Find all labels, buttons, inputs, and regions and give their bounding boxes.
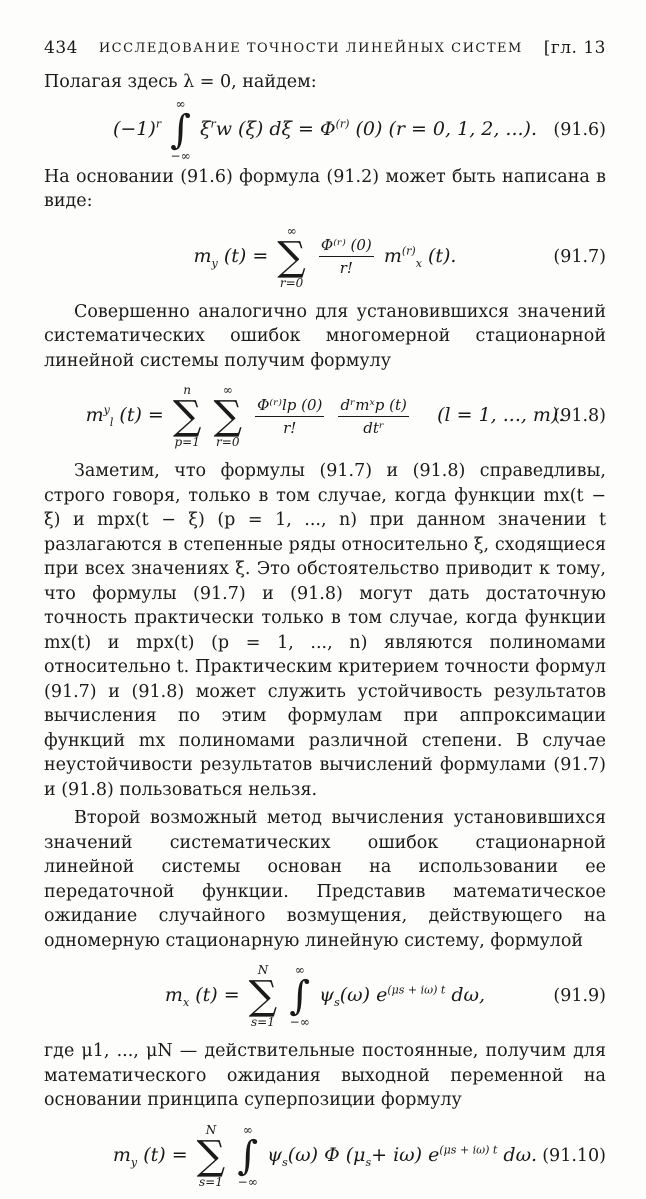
equation-number: (91.10)	[542, 1145, 606, 1166]
running-title: ИССЛЕДОВАНИЕ ТОЧНОСТИ ЛИНЕЙНЫХ СИСТЕМ	[98, 41, 523, 56]
equation-91-7: $m_y$ (t) = ∞ ∑ r=0 $\frac{\text{Φ⁽ʳ⁾ (0)}}{r!}$ $m^{(r)}_x$ (t). (91.7)	[193, 223, 606, 290]
paragraph-6: где μ1, ..., μN — действительные постоянные, получим для математического ожидания выходной переменной на основании принципа суперпозиции формулу	[44, 1041, 606, 1110]
equation-number: (91.7)	[553, 246, 606, 267]
paragraph-4: Заметим, что формулы (91.7) и (91.8) справедливы, строго говоря, только в том случае, когда функции mx(t − ξ) и mpx(t − ξ) (p = 1, ..., n) при данном значении t разлагаются в степенные ряды относительно ξ, сходящиеся при всех значениях ξ. Это обстоятельство приводит к тому, что формулы (91.7) и (91.8) могут дать достаточную точность практически только в том случае, когда функции mx(t) и mpx(t) (p = 1, ..., n) являются полиномами относительно t. Практическим критерием точности формул (91.7) и (91.8) может служить устойчивость результатов вычисления по этим формулам при аппроксимации функций mx полиномами различной степени. В случае неустойчивости результатов вычислений формулами (91.7) и (91.8) пользоваться нельзя.	[44, 461, 606, 800]
equation-number: (91.6)	[553, 119, 606, 140]
page-header	[44, 38, 606, 58]
equation-91-9: $m_x$ (t) = N ∑ s=1 ∞ ∫ −∞ $\psi_s(\omega)$ $e^{(\mu s + i\omega) t}$ dω, (91.9)	[164, 963, 606, 1029]
paragraph-3: Совершенно аналогично для установившихся значений систематических ошибок многомерной стационарной линейной системы получим формулу	[44, 301, 606, 371]
paragraph-5: Второй возможный метод вычисления установившихся значений систематических ошибок стационарной линейной системы основан на использовании ее передаточной функции. Представив математическое ожидание случайного возмущения, действующего на одномерную стационарную линейную систему, формулой	[44, 808, 606, 951]
equation-number: (91.9)	[553, 986, 606, 1006]
paragraph-2: На основании (91.6) формула (91.2) может быть написана в виде:	[44, 166, 606, 211]
chapter-label: [гл. 13	[543, 38, 606, 58]
equation-91-6: $(-1)^r$ ∞ ∫ −∞ $\xi^rw$ (ξ) $d\xi = \Phi^{(r)}$ (0) (r = 0, 1, 2, ...). (91.6)	[112, 96, 606, 163]
book-page	[44, 38, 606, 1199]
page-number: 434	[44, 38, 78, 58]
equation-number: (91.8)	[553, 406, 606, 426]
paragraph-1: Полагая здесь λ = 0, найдем:	[44, 72, 317, 92]
equation-91-8: $m^y_l$ (t) = n ∑ p=1 ∞ ∑ r=0 $\frac{\text{Φ⁽ʳ⁾lp (0)}}{r!}$ $\frac{\text{dʳmˣp (t)}}{\text{dtʳ}}$ (l = 1, ..., m). (91.8)	[85, 383, 606, 449]
equation-91-10: $m_y$ (t) = N ∑ s=1 ∞ ∫ −∞ $\psi_s(\omega)$ Φ $(\mu_s+ i\omega)$ $e^{(\mu s + i\omega) t}$ dω. (91.10)	[112, 1122, 606, 1189]
